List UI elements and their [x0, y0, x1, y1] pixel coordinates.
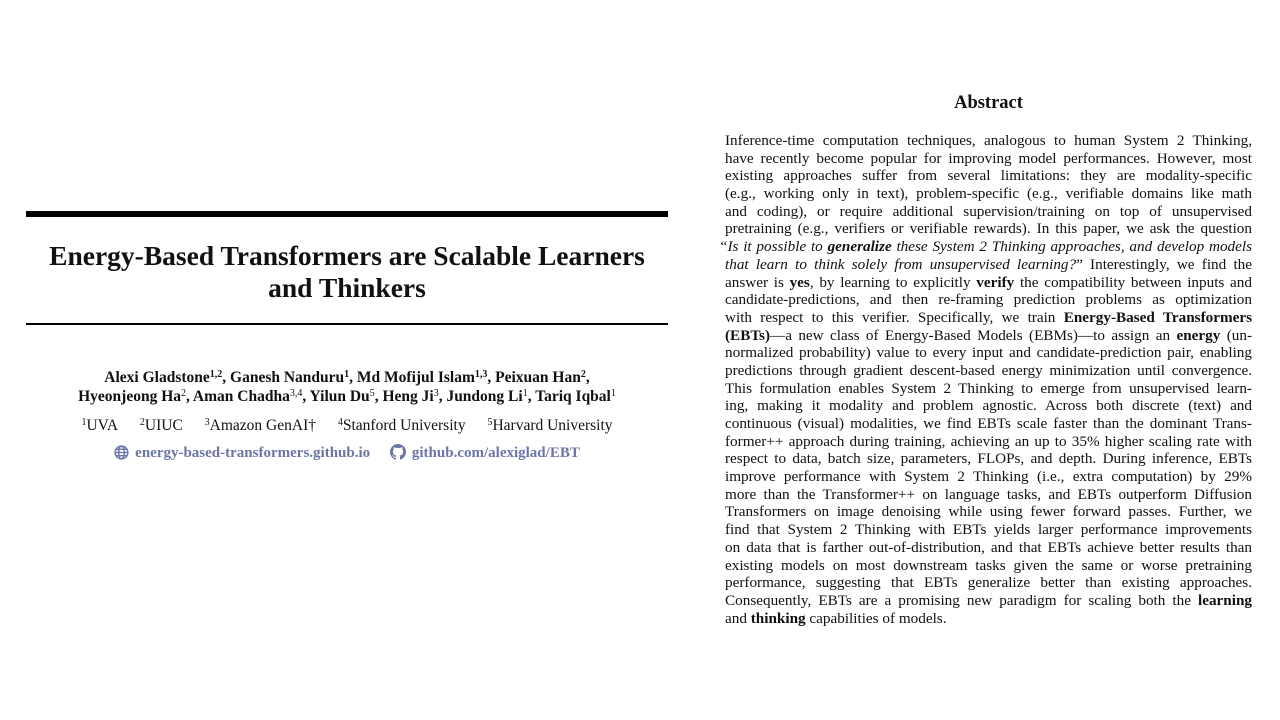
- abstract-text: Transformers on image denoising while using fewer forward passes. Further, we: [725, 503, 1252, 521]
- abstract-text: , by learning to explicitly: [809, 273, 977, 291]
- abstract-line: [725, 203, 1252, 221]
- affiliation: $^1$UVA: [81, 417, 119, 434]
- abstract-line: [725, 415, 1252, 433]
- abstract-section: [719, 0, 1253, 720]
- abstract-text: (un-: [1220, 326, 1252, 344]
- abstract-text: normalized probability) value to every input and candidate-prediction pair, enabling: [725, 344, 1252, 362]
- github-link[interactable]: github.com/alexiglad/EBT: [390, 444, 580, 463]
- abstract-text: with respect to this verifier. Specifically, we train: [725, 308, 1064, 326]
- github-icon: [390, 444, 406, 460]
- abstract-line: [725, 486, 1252, 504]
- abstract-text: pretraining (e.g., verifiers or verifiable rewards). In this paper, we ask the question: [725, 220, 1252, 238]
- abstract-line: [725, 256, 1252, 274]
- abstract-text: yes: [789, 273, 810, 291]
- abstract-line: [725, 521, 1252, 539]
- abstract-text: Inference-time computation techniques, analogous to human System 2 Thinking,: [725, 132, 1252, 149]
- abstract-text: ” Interestingly, we find the: [1076, 255, 1252, 273]
- affiliation: $^2$UIUC: [139, 417, 183, 434]
- abstract-line: [725, 291, 1252, 309]
- abstract-line: [725, 450, 1252, 468]
- abstract-text: have recently become popular for improving model performances. However, most: [725, 149, 1252, 167]
- project-page-link[interactable]: energy-based-transformers.github.io: [114, 444, 370, 463]
- abstract-text: more than the Transformer++ on language tasks, and EBTs outperform Diffusion: [725, 485, 1252, 503]
- author: Md Mofijul Islam$^{1,3}$: [356, 369, 488, 386]
- abstract-text: improve performance with System 2 Thinking (i.e., extra computation) by 29%: [725, 468, 1252, 486]
- abstract-text: these System 2 Thinking approaches, and develop models: [891, 238, 1252, 256]
- abstract-text: ing, making it modality and problem agnostic. Across both discrete (text) and: [725, 397, 1252, 415]
- author-list: Alexi Gladstone$^{1,2}$, Ganesh Nanduru$^1$, Md Mofijul Islam$^{1,3}$, Peixuan Han$^2$, Hyeonjeong Ha$^2$, Aman Chadha$^{3,4}$, Yilun Du$^5$, Heng Ji$^3$, Jundong Li$^1$, Tariq Iqbal$^1$: [78, 369, 616, 405]
- abstract-line: [725, 503, 1252, 521]
- abstract-text: (EBTs): [725, 326, 771, 344]
- abstract-text: This formulation enables System 2 Thinking to emerge from unsupervised learn-: [725, 379, 1252, 397]
- author: Aman Chadha$^{3,4}$: [192, 388, 303, 405]
- paper-title: Energy-Based Transformers are Scalable Learners and Thinkers: [49, 240, 645, 303]
- author: Jundong Li$^1$: [446, 388, 528, 405]
- abstract-text: answer is: [725, 273, 790, 291]
- author: Ganesh Nanduru$^1$: [230, 369, 350, 386]
- abstract-line: [725, 610, 1252, 628]
- abstract-text: learning: [1197, 591, 1252, 609]
- abstract-text: continuous (visual) modalities, we find EBTs scale faster than the dominant Trans-: [725, 415, 1252, 432]
- abstract-heading: Abstract: [954, 93, 1023, 113]
- project-links: [26, 444, 668, 463]
- abstract-text: (e.g., working only in text), problem-specific (e.g., verifiable domains like math: [725, 185, 1252, 203]
- abstract-text: existing approaches suffer from several limitations: they are modality-specific: [725, 167, 1252, 185]
- abstract-text: “Is it possible to: [719, 238, 828, 256]
- abstract-line: [725, 592, 1252, 610]
- title-top-rule: [26, 211, 668, 217]
- abstract-line: [719, 238, 1252, 256]
- abstract-text: and: [725, 609, 751, 627]
- abstract-line: [725, 380, 1252, 398]
- author: Tariq Iqbal$^1$: [535, 388, 616, 405]
- abstract-line: [725, 574, 1252, 592]
- title-block: [26, 0, 668, 720]
- abstract-line: [725, 362, 1252, 380]
- abstract-line: [725, 433, 1252, 451]
- globe-icon: [114, 445, 129, 460]
- affiliation: $^3$Amazon GenAI†: [204, 417, 316, 434]
- abstract-line: [725, 557, 1252, 575]
- title-bottom-rule: [26, 323, 668, 325]
- abstract-text: the compatibility between inputs and: [1014, 273, 1252, 291]
- abstract-line: [725, 539, 1252, 557]
- abstract-text: thinking: [750, 609, 806, 627]
- abstract-line: [725, 397, 1252, 415]
- affiliation-list: [26, 416, 668, 435]
- abstract-line: [725, 167, 1252, 185]
- abstract-text: find that System 2 Thinking with EBTs yields larger performance improvements: [725, 521, 1252, 539]
- author: Peixuan Han$^2$: [495, 369, 586, 386]
- affiliation: $^5$Harvard University: [487, 417, 613, 434]
- affiliation: $^4$Stanford University: [337, 417, 466, 434]
- abstract-line: [725, 185, 1252, 203]
- abstract-text: existing models on most downstream tasks given the same or worse pretraining: [725, 556, 1252, 574]
- abstract-text: and coding), or require additional supervision/training on top of unsupervised: [725, 202, 1252, 220]
- abstract-line: [725, 150, 1252, 168]
- abstract-line: [725, 344, 1252, 362]
- abstract-line: [725, 309, 1252, 327]
- abstract-text: that learn to think solely from unsupervised learning?: [725, 255, 1077, 273]
- abstract-text: former++ approach during training, achieving an up to 35% higher scaling rate with: [725, 432, 1252, 450]
- abstract-text: predictions through gradient descent-based energy minimization until convergence.: [725, 361, 1252, 379]
- author: Hyeonjeong Ha$^2$: [78, 388, 187, 405]
- abstract-text: candidate-predictions, and then re-framing prediction problems as optimization: [725, 291, 1252, 309]
- abstract-line: [725, 274, 1252, 292]
- abstract-text: capabilities of models.: [805, 609, 947, 627]
- abstract-line: [725, 468, 1252, 486]
- author: Heng Ji$^3$: [382, 388, 439, 405]
- abstract-text: on data that is farther out-of-distribution, and that EBTs achieve better results than: [725, 538, 1252, 556]
- abstract-line: [725, 132, 1252, 150]
- abstract-text: —a new class of Energy-Based Models (EBMs)—to assign an: [770, 326, 1177, 344]
- abstract-body: [719, 132, 1253, 627]
- abstract-text: energy: [1176, 326, 1221, 344]
- abstract-line: [725, 220, 1252, 238]
- abstract-line: [725, 327, 1252, 345]
- author: Yilun Du$^5$: [309, 388, 375, 405]
- abstract-text: verify: [976, 273, 1015, 291]
- abstract-text: generalize: [827, 238, 892, 256]
- abstract-text: Energy-Based Transformers: [1063, 308, 1253, 326]
- abstract-text: respect to data, batch size, parameters, FLOPs, and depth. During inference, EBTs: [725, 450, 1252, 468]
- abstract-text: Consequently, EBTs are a promising new paradigm for scaling both the: [725, 591, 1198, 609]
- author: Alexi Gladstone$^{1,2}$: [104, 369, 223, 386]
- abstract-text: performance, suggesting that EBTs generalize better than existing approaches.: [725, 574, 1252, 592]
